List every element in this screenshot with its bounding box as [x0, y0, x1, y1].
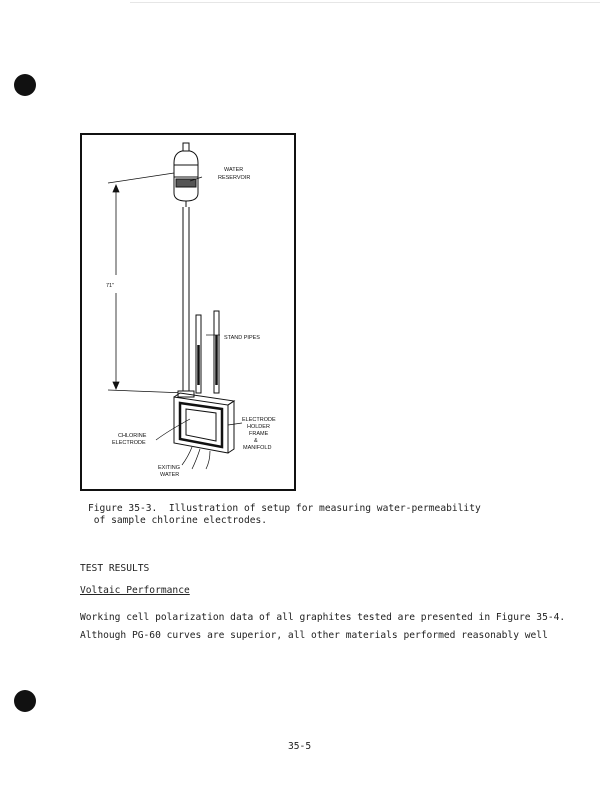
figure-caption: Figure 35-3. Illustration of setup for measuring water-permeability of sample chlorine electrodes.: [88, 503, 481, 526]
chlorine-label-line1: CHLORINE: [118, 433, 147, 439]
exiting-label-line2: WATER: [160, 472, 180, 478]
subsection-heading: Voltaic Performance: [80, 585, 190, 596]
water-reservoir-bottle: [174, 143, 198, 207]
chlorine-label-line2: ELECTRODE: [112, 440, 146, 446]
body-paragraph: Working cell polarization data of all graphites tested are presented in Figure 35-4. Although PG-60 curves are superior, all other materials performed reasonably well: [80, 612, 566, 641]
apparatus-diagram: [82, 135, 294, 489]
leader-lines: [156, 177, 242, 469]
electrode-holder: [174, 391, 234, 453]
section-heading: TEST RESULTS: [80, 563, 150, 574]
holder-label-line4: &: [254, 438, 258, 444]
scan-edge-line: [130, 2, 600, 3]
holder-label-line5: MANIFOLD: [243, 445, 272, 451]
holder-label-line3: FRAME: [249, 431, 269, 437]
binder-hole-bottom: [14, 690, 36, 712]
holder-label-line1: ELECTRODE: [242, 417, 276, 423]
water-label-line2: RESERVOIR: [218, 175, 251, 181]
exiting-label-line1: EXITING: [158, 465, 181, 471]
feed-tube: [183, 207, 189, 393]
stand-pipes-label: STAND PIPES: [224, 335, 260, 341]
binder-hole-top: [14, 74, 36, 96]
figure-frame: [80, 133, 296, 491]
holder-label-line2: HOLDER: [247, 424, 270, 430]
stand-pipes: [196, 311, 219, 393]
height-label: 71": [106, 283, 115, 289]
height-dimension: [108, 173, 186, 393]
water-label-line1: WATER: [224, 167, 244, 173]
page-number: 35-5: [288, 741, 312, 752]
